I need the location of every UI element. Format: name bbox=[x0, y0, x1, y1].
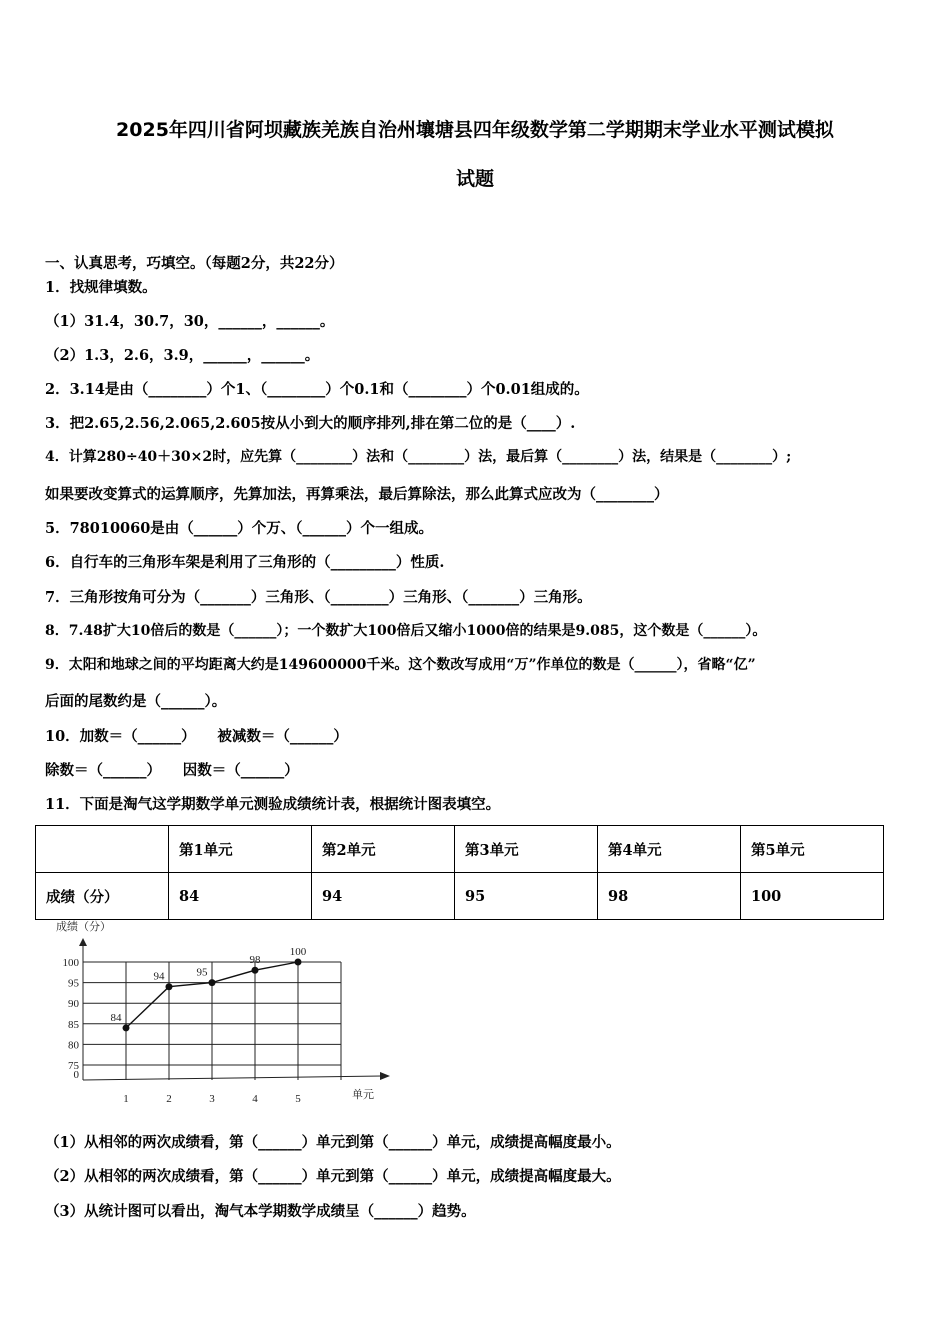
question-line: （1）31.4，30.7，30，______，______。 bbox=[45, 313, 335, 330]
sub-question: （1）从相邻的两次成绩看，第（______）单元到第（______）单元，成绩提高幅度最小。 bbox=[45, 1134, 621, 1151]
section-heading: 一、认真思考，巧填空。（每题2分，共22分） bbox=[45, 255, 344, 272]
data-point bbox=[295, 959, 302, 966]
table-cell: 94 bbox=[312, 873, 455, 920]
question-line: 10．加数＝（______） 被减数＝（______） bbox=[45, 728, 348, 745]
question-line: 9．太阳和地球之间的平均距离大约是149600000千米。这个数改写成用“万”作单位的数是（______），省略“亿” bbox=[45, 657, 756, 673]
x-tick-label: 2 bbox=[166, 1093, 172, 1105]
question-line: 如果要改变算式的运算顺序，先算加法，再算乘法，最后算除法，那么此算式应改为（________） bbox=[45, 486, 669, 503]
table-cell: 成绩（分） bbox=[36, 873, 169, 920]
data-point bbox=[209, 979, 216, 986]
data-point bbox=[123, 1024, 130, 1031]
table-cell: 第2单元 bbox=[312, 826, 455, 873]
question-line: 5．78010060是由（______）个万、（______）个一组成。 bbox=[45, 520, 434, 537]
table-row bbox=[36, 873, 884, 920]
y-axis-arrow-icon bbox=[79, 938, 87, 946]
y-axis-label: 成绩（分） bbox=[56, 921, 111, 933]
data-label: 84 bbox=[110, 1011, 122, 1024]
table-cell: 95 bbox=[455, 873, 598, 920]
table-cell: 84 bbox=[169, 873, 312, 920]
question-line: （2）1.3，2.6，3.9，______，______。 bbox=[45, 347, 320, 364]
x-axis bbox=[83, 1076, 385, 1080]
question-line: 除数＝（______） 因数＝（______） bbox=[45, 762, 299, 779]
table-cell bbox=[36, 826, 169, 873]
data-label: 98 bbox=[249, 954, 261, 967]
data-label: 95 bbox=[196, 966, 208, 979]
y-tick-label: 85 bbox=[68, 1018, 79, 1031]
x-tick-label: 1 bbox=[123, 1093, 129, 1105]
x-tick-label: 4 bbox=[252, 1093, 258, 1105]
question-line: 2．3.14是由（________）个1、（________）个0.1和（________）个0.01组成的。 bbox=[45, 381, 589, 398]
table-cell: 第1单元 bbox=[169, 826, 312, 873]
table-cell: 第3单元 bbox=[455, 826, 598, 873]
data-point bbox=[252, 967, 259, 974]
x-tick-label: 5 bbox=[295, 1093, 301, 1105]
data-label: 94 bbox=[153, 970, 165, 983]
question-line: 后面的尾数约是（______）。 bbox=[45, 693, 227, 710]
y-tick-label: 0 bbox=[73, 1069, 79, 1081]
title-line-2: 试题 bbox=[455, 168, 494, 190]
x-tick-label: 3 bbox=[209, 1093, 215, 1105]
question-line: 1．找规律填数。 bbox=[45, 279, 157, 296]
y-tick-label: 80 bbox=[68, 1039, 79, 1052]
score-line-chart bbox=[40, 918, 400, 1108]
data-label: 100 bbox=[289, 946, 307, 958]
question-line: 6．自行车的三角形车架是利用了三角形的（_________）性质. bbox=[45, 554, 445, 571]
y-tick-label: 100 bbox=[62, 957, 79, 969]
y-tick-label: 95 bbox=[68, 977, 79, 990]
title-line-1: 2025年四川省阿坝藏族羌族自治州壤塘县四年级数学第二学期期末学业水平测试模拟 bbox=[116, 119, 834, 141]
table-cell: 100 bbox=[741, 873, 884, 920]
question-line: 8．7.48扩大10倍后的数是（______）；一个数扩大100倍后又缩小1000倍的结果是9.085，这个数是（______）。 bbox=[45, 623, 767, 639]
question-line: 7．三角形按角可分为（_______）三角形、（________）三角形、（_______）三角形。 bbox=[45, 589, 592, 606]
question-line: 11．下面是淘气这学期数学单元测验成绩统计表，根据统计图表填空。 bbox=[45, 796, 501, 813]
table-cell: 第4单元 bbox=[598, 826, 741, 873]
score-table bbox=[35, 825, 884, 920]
x-axis-arrow-icon bbox=[380, 1072, 390, 1080]
table-cell: 98 bbox=[598, 873, 741, 920]
y-tick-label: 90 bbox=[68, 998, 79, 1011]
table-cell: 第5单元 bbox=[741, 826, 884, 873]
sub-question: （3）从统计图可以看出，淘气本学期数学成绩呈（______）趋势。 bbox=[45, 1203, 476, 1220]
question-line: 4．计算280÷40＋30×2时，应先算（________）法和（________）法，最后算（________）法，结果是（________）; bbox=[45, 449, 792, 465]
table-header-row bbox=[36, 826, 884, 873]
x-axis-label: 单元 bbox=[352, 1089, 374, 1101]
y-tick-label: 75 bbox=[68, 1060, 79, 1072]
question-line: 3．把2.65,2.56,2.065,2.605按从小到大的顺序排列,排在第二位的是（____）. bbox=[45, 415, 576, 432]
sub-question: （2）从相邻的两次成绩看，第（______）单元到第（______）单元，成绩提高幅度最大。 bbox=[45, 1168, 621, 1185]
chart-marks bbox=[111, 946, 307, 1031]
data-point bbox=[166, 983, 173, 990]
